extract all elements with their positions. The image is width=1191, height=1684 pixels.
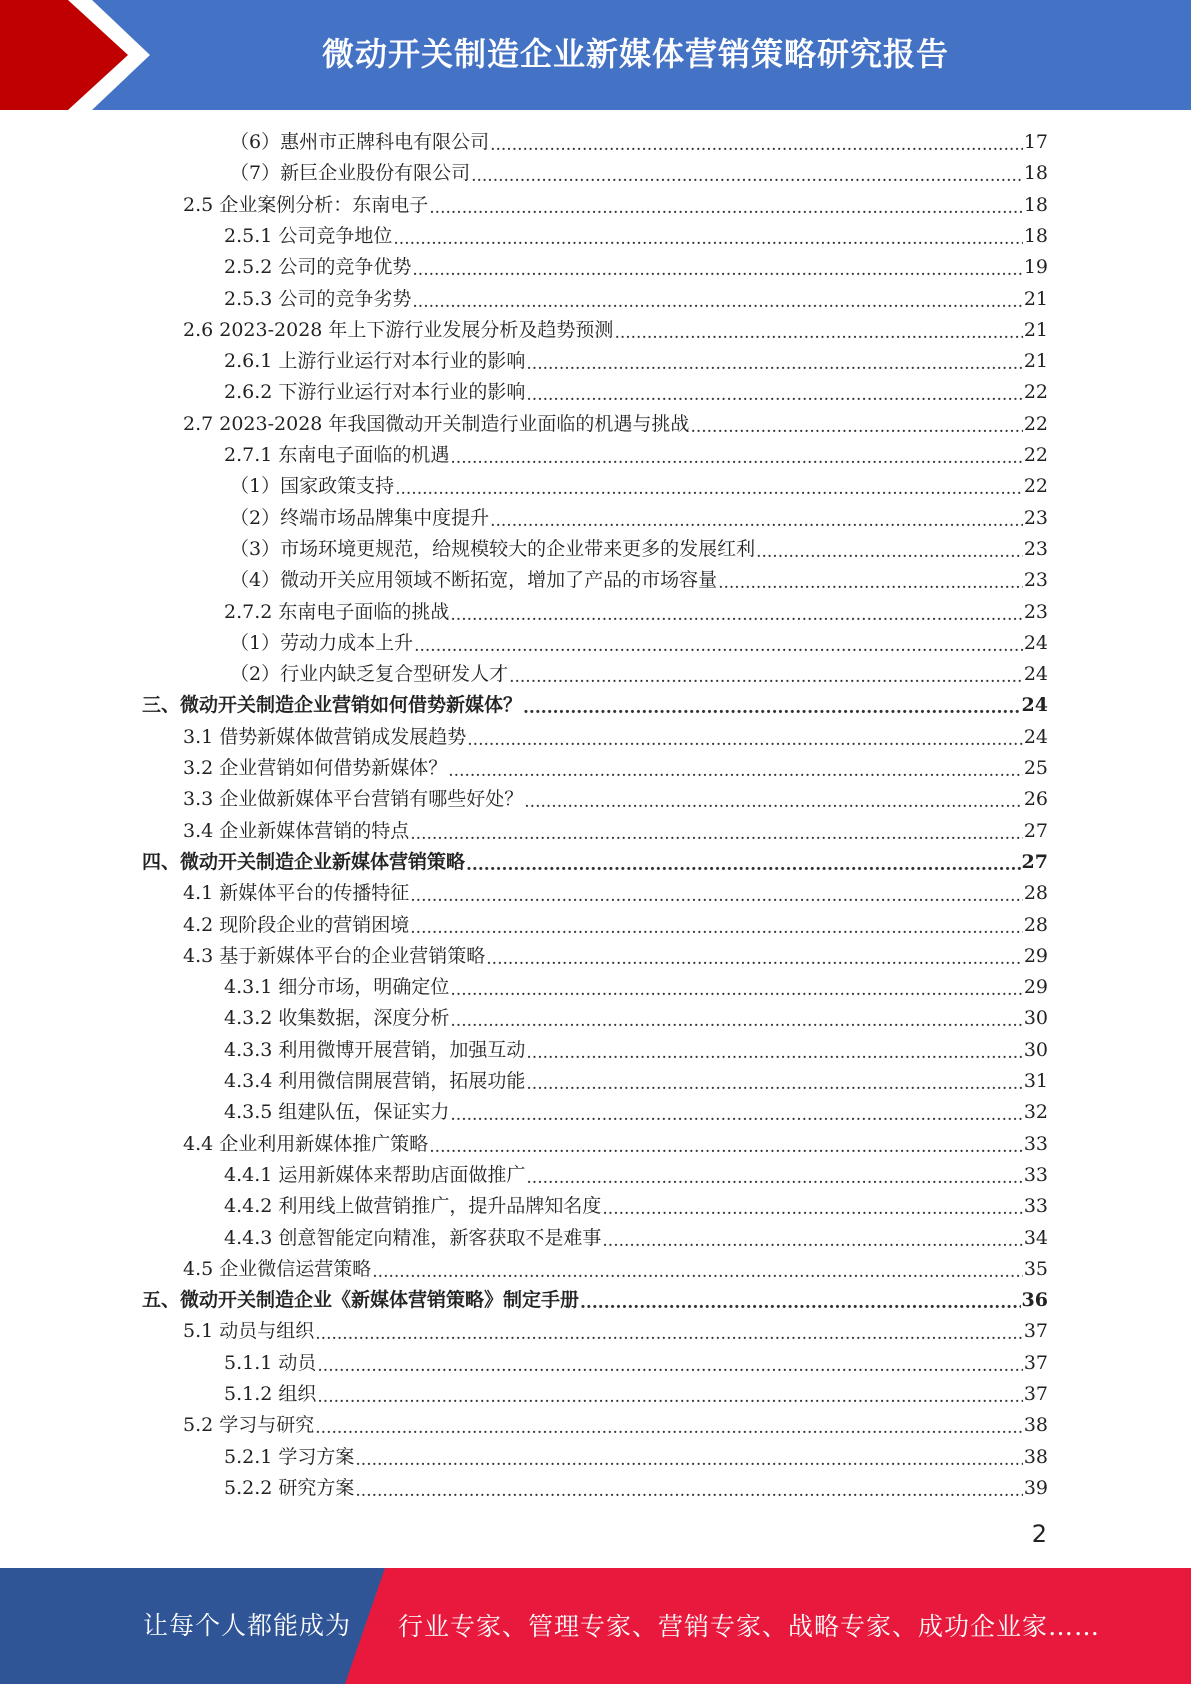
toc-entry-page: 17 xyxy=(1023,131,1048,153)
toc-entry-label: （2）行业内缺乏复合型研发人才 xyxy=(230,663,509,686)
toc-entry-label: 3.1 借势新媒体做营销成发展趋势 xyxy=(183,725,467,748)
toc-entry[interactable] xyxy=(142,690,1048,721)
toc-entry[interactable] xyxy=(183,910,1048,941)
toc-dot-leader xyxy=(690,409,1022,440)
toc-entry-label: 5.2.1 学习方案 xyxy=(224,1445,355,1468)
toc-entry-label: 2.7.2 东南电子面临的挑战 xyxy=(224,600,450,623)
toc-entry[interactable] xyxy=(224,1003,1048,1034)
toc-entry[interactable] xyxy=(224,377,1048,408)
toc-dot-leader xyxy=(355,1442,1022,1473)
toc-entry[interactable] xyxy=(230,471,1048,502)
toc-dot-leader xyxy=(315,1316,1023,1347)
toc-entry-label: （1）国家政策支持 xyxy=(230,475,395,498)
toc-entry[interactable] xyxy=(142,1285,1048,1316)
toc-entry[interactable] xyxy=(183,722,1048,753)
toc-entry-page: 37 xyxy=(1023,1351,1048,1374)
toc-entry-page: 33 xyxy=(1023,1132,1048,1155)
toc-entry-page: 22 xyxy=(1023,444,1048,466)
toc-entry-label: 3.4 企业新媒体营销的特点 xyxy=(183,819,410,842)
toc-dot-leader xyxy=(372,1254,1023,1285)
toc-entry-page: 29 xyxy=(1023,944,1048,967)
toc-entry-page: 33 xyxy=(1023,1195,1048,1218)
toc-dot-leader xyxy=(317,1379,1022,1410)
toc-entry[interactable] xyxy=(183,878,1048,909)
toc-entry[interactable] xyxy=(183,1254,1048,1285)
toc-entry-label: 5.1.2 组织 xyxy=(224,1383,317,1405)
toc-entry-label: 2.6.1 上游行业运行对本行业的影响 xyxy=(224,350,526,373)
toc-entry-page: 22 xyxy=(1023,381,1048,404)
toc-entry-label: 5.2.2 研究方案 xyxy=(224,1476,355,1499)
toc-entry-label: 2.7.1 东南电子面临的机遇 xyxy=(224,444,450,466)
toc-entry-label: （4）微动开关应用领域不断拓宽，增加了产品的市场容量 xyxy=(230,569,718,592)
toc-entry-label: 2.5 企业案例分析：东南电子 xyxy=(183,193,429,216)
toc-dot-leader xyxy=(410,910,1023,941)
toc-dot-leader xyxy=(526,1035,1022,1066)
toc-entry[interactable] xyxy=(224,1097,1048,1128)
toc-entry[interactable] xyxy=(224,1223,1048,1254)
toc-entry-label: 四、微动开关制造企业新媒体营销策略 xyxy=(142,850,466,873)
toc-dot-leader xyxy=(429,190,1023,221)
toc-dot-leader xyxy=(614,315,1022,346)
toc-entry[interactable] xyxy=(230,503,1048,534)
toc-entry-page: 35 xyxy=(1023,1257,1048,1280)
toc-entry[interactable] xyxy=(183,1410,1048,1441)
toc-dot-leader xyxy=(526,1160,1022,1191)
toc-entry-page: 30 xyxy=(1023,1038,1048,1061)
toc-dot-leader xyxy=(490,127,1023,158)
toc-entry[interactable] xyxy=(230,628,1048,659)
toc-dot-leader xyxy=(490,503,1023,534)
toc-dot-leader xyxy=(523,690,1021,721)
toc-entry-page: 18 xyxy=(1023,162,1048,185)
toc-entry-label: 5.1 动员与组织 xyxy=(183,1320,315,1343)
toc-dot-leader xyxy=(393,221,1022,252)
toc-entry[interactable] xyxy=(224,1035,1048,1066)
toc-entry[interactable] xyxy=(183,190,1048,221)
toc-entry[interactable] xyxy=(230,534,1048,565)
toc-dot-leader xyxy=(526,346,1022,377)
toc-entry-label: 4.3 基于新媒体平台的企业营销策略 xyxy=(183,944,486,967)
toc-entry[interactable] xyxy=(224,1191,1048,1222)
toc-entry-page: 24 xyxy=(1023,725,1048,748)
toc-dot-leader xyxy=(410,816,1023,847)
toc-entry[interactable] xyxy=(224,1160,1048,1191)
toc-dot-leader xyxy=(450,1003,1022,1034)
toc-entry[interactable] xyxy=(230,565,1048,596)
toc-dot-leader xyxy=(412,252,1022,283)
footer-slogan-left: 让每个人都能成为 xyxy=(143,1611,352,1640)
toc-entry[interactable] xyxy=(183,753,1048,784)
toc-entry-page: 23 xyxy=(1023,537,1048,560)
toc-entry-label: 3.2 企业营销如何借势新媒体？ xyxy=(183,757,448,779)
toc-dot-leader xyxy=(429,1129,1023,1160)
toc-entry-label: 4.3.3 利用微博开展营销，加强互动 xyxy=(224,1038,526,1061)
toc-entry-page: 24 xyxy=(1021,694,1048,717)
page-header xyxy=(0,0,1191,110)
toc-entry-label: 4.4.1 运用新媒体来帮助店面做推广 xyxy=(224,1163,526,1186)
toc-entry-page: 24 xyxy=(1023,663,1048,686)
toc-entry-page: 28 xyxy=(1023,913,1048,936)
toc-entry-label: 3.3 企业做新媒体平台营销有哪些好处？ xyxy=(183,788,524,811)
toc-entry-page: 23 xyxy=(1023,600,1048,623)
toc-entry[interactable] xyxy=(183,315,1048,346)
toc-entry-label: （2）终端市场品牌集中度提升 xyxy=(230,506,490,529)
toc-entry[interactable] xyxy=(224,346,1048,377)
toc-entry-label: 2.5.3 公司的竞争劣势 xyxy=(224,287,412,310)
toc-entry-label: 4.3.1 细分市场，明确定位 xyxy=(224,976,450,999)
toc-entry-label: （3）市场环境更规范，给规模较大的企业带来更多的发展红利 xyxy=(230,537,756,560)
toc-entry-page: 37 xyxy=(1023,1320,1048,1343)
toc-entry-label: 4.4 企业利用新媒体推广策略 xyxy=(183,1132,429,1155)
footer-slogan-right: 行业专家、管理专家、营销专家、战略专家、成功企业家…… xyxy=(398,1612,1101,1641)
toc-entry-label: 4.2 现阶段企业的营销困境 xyxy=(183,913,410,936)
toc-entry[interactable] xyxy=(183,816,1048,847)
toc-entry-page: 36 xyxy=(1021,1289,1048,1312)
toc-dot-leader xyxy=(471,158,1023,189)
report-title: 微动开关制造企业新媒体营销策略研究报告 xyxy=(321,35,949,73)
toc-dot-leader xyxy=(718,565,1023,596)
toc-entry[interactable] xyxy=(230,158,1048,189)
toc-entry[interactable] xyxy=(224,1348,1048,1379)
toc-entry-label: （6）惠州市正牌科电有限公司 xyxy=(230,131,490,153)
toc-entry-label: 2.6.2 下游行业运行对本行业的影响 xyxy=(224,381,526,404)
toc-entry-label: 4.3.4 利用微信開展营销，拓展功能 xyxy=(224,1070,526,1092)
toc-entry[interactable] xyxy=(224,972,1048,1003)
toc-entry-label: 2.5.2 公司的竞争优势 xyxy=(224,256,412,279)
toc-entry-label: 4.3.2 收集数据，深度分析 xyxy=(224,1007,450,1030)
toc-dot-leader xyxy=(756,534,1023,565)
toc-dot-leader xyxy=(580,1285,1021,1316)
toc-dot-leader xyxy=(524,784,1023,815)
toc-entry-page: 38 xyxy=(1023,1414,1048,1437)
toc-entry-page: 21 xyxy=(1023,287,1048,310)
toc-entry-page: 22 xyxy=(1023,412,1048,435)
toc-dot-leader xyxy=(526,1066,1022,1097)
toc-entry-label: 4.3.5 组建队伍，保证实力 xyxy=(224,1101,450,1124)
toc-entry[interactable] xyxy=(224,440,1048,471)
toc-entry-page: 25 xyxy=(1023,757,1048,779)
toc-entry-page: 27 xyxy=(1021,850,1048,873)
toc-dot-leader xyxy=(450,972,1022,1003)
toc-entry-page: 23 xyxy=(1023,506,1048,529)
toc-entry-page: 27 xyxy=(1023,819,1048,842)
toc-entry[interactable] xyxy=(224,1473,1048,1504)
toc-entry-page: 29 xyxy=(1023,976,1048,999)
toc-entry-label: 4.4.3 创意智能定向精准，新客获取不是难事 xyxy=(224,1226,602,1249)
toc-entry-page: 18 xyxy=(1023,224,1048,247)
toc-dot-leader xyxy=(466,847,1021,878)
toc-entry-page: 34 xyxy=(1023,1226,1048,1249)
toc-entry-page: 32 xyxy=(1023,1101,1048,1124)
toc-entry[interactable] xyxy=(183,941,1048,972)
toc-entry[interactable] xyxy=(224,1379,1048,1410)
toc-entry[interactable] xyxy=(230,127,1048,158)
toc-dot-leader xyxy=(448,753,1023,784)
toc-dot-leader xyxy=(355,1473,1022,1504)
toc-entry-label: 2.6 2023-2028 年上下游行业发展分析及趋势预测 xyxy=(183,318,614,341)
toc-entry[interactable] xyxy=(224,1066,1048,1097)
toc-entry-label: 4.5 企业微信运营策略 xyxy=(183,1257,372,1280)
toc-entry-label: 4.1 新媒体平台的传播特征 xyxy=(183,882,410,905)
toc-dot-leader xyxy=(317,1348,1022,1379)
toc-dot-leader xyxy=(467,722,1023,753)
toc-entry-page: 21 xyxy=(1023,350,1048,373)
toc-entry-label: 三、微动开关制造企业营销如何借势新媒体？ xyxy=(142,694,523,717)
toc-entry[interactable] xyxy=(183,1316,1048,1347)
toc-entry[interactable] xyxy=(142,847,1048,878)
toc-entry[interactable] xyxy=(183,1129,1048,1160)
toc-dot-leader xyxy=(410,878,1023,909)
toc-dot-leader xyxy=(315,1410,1023,1441)
page-footer xyxy=(0,1568,1191,1684)
toc-entry-page: 21 xyxy=(1023,318,1048,341)
toc-entry-page: 19 xyxy=(1023,256,1048,279)
toc-dot-leader xyxy=(414,628,1023,659)
toc-entry-label: 2.7 2023-2028 年我国微动开关制造行业面临的机遇与挑战 xyxy=(183,412,690,435)
toc-entry[interactable] xyxy=(224,1442,1048,1473)
toc-dot-leader xyxy=(602,1191,1022,1222)
toc-entry-label: （1）劳动力成本上升 xyxy=(230,631,414,654)
toc-dot-leader xyxy=(450,1097,1022,1128)
toc-entry-label: 4.4.2 利用线上做营销推广，提升品牌知名度 xyxy=(224,1195,602,1218)
toc-entry-page: 28 xyxy=(1023,882,1048,905)
toc-entry-label: （7）新巨企业股份有限公司 xyxy=(230,162,471,185)
toc-entry[interactable] xyxy=(224,284,1048,315)
toc-dot-leader xyxy=(450,440,1022,471)
toc-entry[interactable] xyxy=(230,659,1048,690)
toc-entry[interactable] xyxy=(224,252,1048,283)
toc-entry-page: 37 xyxy=(1023,1383,1048,1405)
toc-dot-leader xyxy=(395,471,1023,502)
toc-entry-page: 18 xyxy=(1023,193,1048,216)
toc-dot-leader xyxy=(450,597,1022,628)
toc-entry-page: 31 xyxy=(1023,1070,1048,1092)
page-number: 2 xyxy=(1031,1520,1047,1548)
toc-entry[interactable] xyxy=(224,221,1048,252)
toc-entry-page: 26 xyxy=(1023,788,1048,811)
toc-dot-leader xyxy=(526,377,1022,408)
toc-entry-label: 5.1.1 动员 xyxy=(224,1351,317,1374)
toc-entry-page: 30 xyxy=(1023,1007,1048,1030)
toc-dot-leader xyxy=(412,284,1022,315)
toc-entry-label: 5.2 学习与研究 xyxy=(183,1414,315,1437)
toc-entry-page: 33 xyxy=(1023,1163,1048,1186)
toc-entry-page: 22 xyxy=(1023,475,1048,498)
toc-entry[interactable] xyxy=(224,597,1048,628)
toc-entry-page: 24 xyxy=(1023,631,1048,654)
toc-entry-page: 38 xyxy=(1023,1445,1048,1468)
toc-entry[interactable] xyxy=(183,784,1048,815)
toc-entry-page: 39 xyxy=(1023,1476,1048,1499)
toc-dot-leader xyxy=(486,941,1023,972)
toc-dot-leader xyxy=(509,659,1023,690)
toc-entry-page: 23 xyxy=(1023,569,1048,592)
toc-entry-label: 2.5.1 公司竞争地位 xyxy=(224,224,393,247)
toc-dot-leader xyxy=(602,1223,1022,1254)
toc-entry[interactable] xyxy=(183,409,1048,440)
toc-entry-label: 五、微动开关制造企业《新媒体营销策略》制定手册 xyxy=(142,1289,580,1312)
